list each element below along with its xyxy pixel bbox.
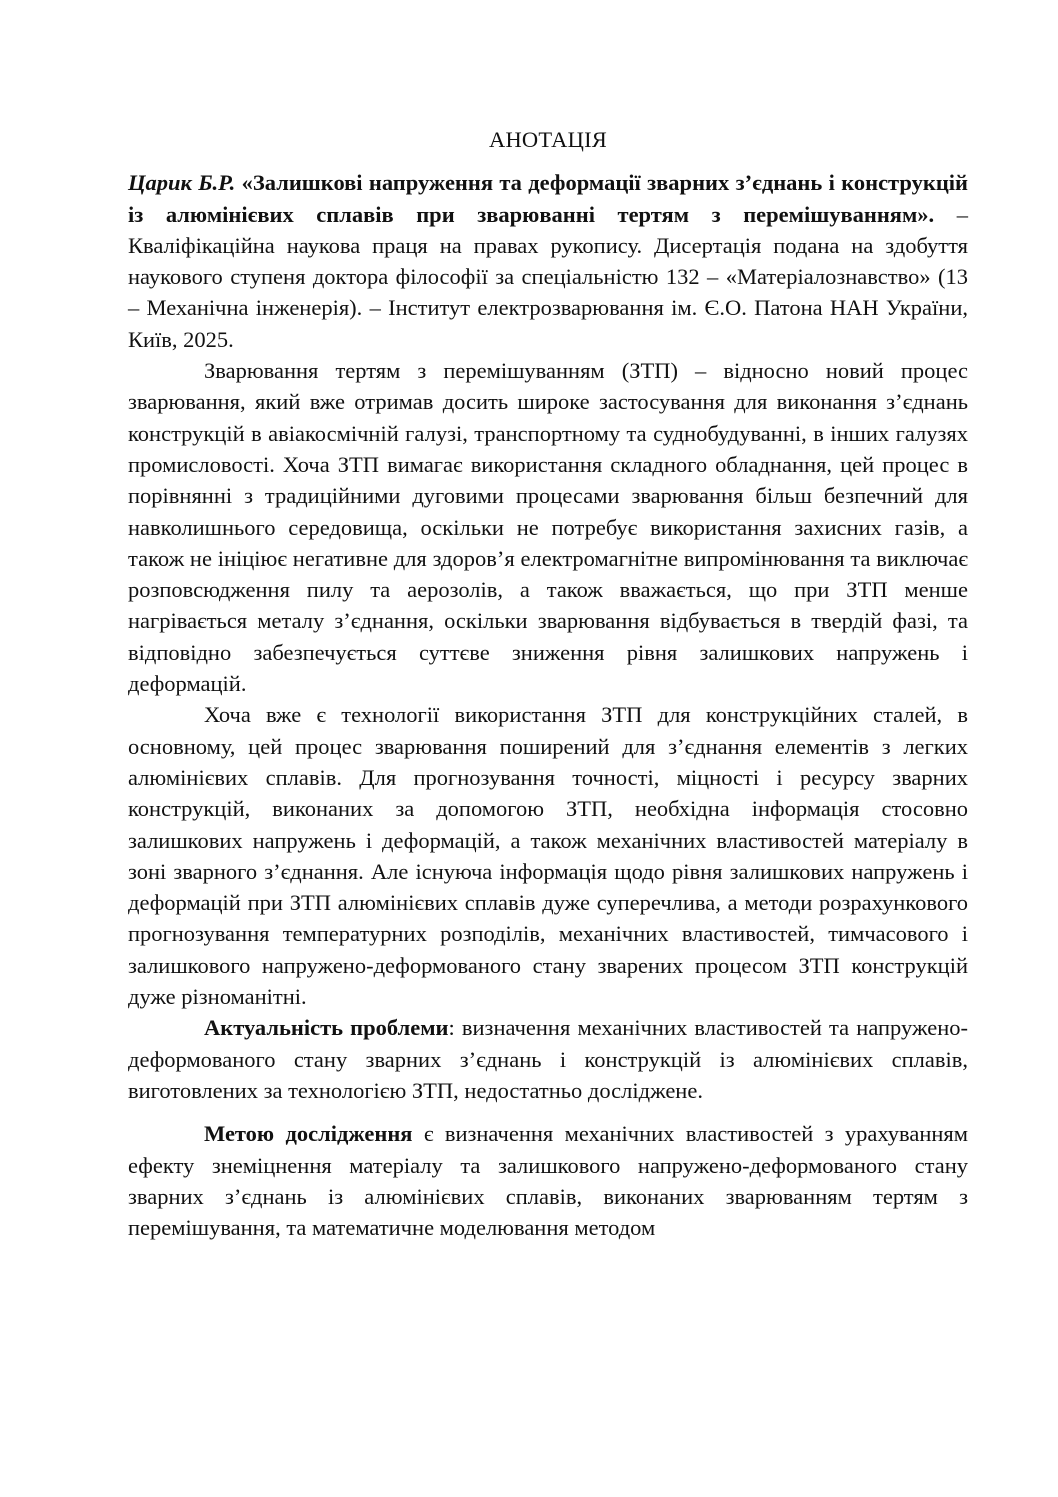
citation-details: – Кваліфікаційна наукова праця на правах рукопису. Дисертація подана на здобуття наукового ступеня доктора філософії за спеціальністю 132 – «Матеріалознавство» (13 – Механічна інженерія). – Інститут електрозварювання ім. Є.О. Патона НАН України, Київ, 2025. [128,201,969,352]
aim-text: є визначення механічних властивостей з урахуванням ефекту знеміцнення матеріалу та залишкового напружено-деформованого стану зварних з’єднань із алюмінієвих сплавів, виконаних зварюванням тертям з перемішування, та математичне моделювання методом [128,1121,968,1241]
aim-heading: Метою дослідження [204,1121,413,1147]
author-name: Царик Б.Р. [128,170,236,196]
body-paragraph-1: Зварювання тертям з перемішуванням (ЗТП) – відносно новий процес зварювання, який вже отримав досить широке застосування для виконання з’єднань конструкцій в авіакосмічній галузі, транспортному та суднобудуванні, в інших галузях промисловості. Хоча ЗТП вимагає використання складного обладнання, цей процес в порівнянні з традиційними дуговими процесами зварювання більш безпечний для навколишнього середовища, оскільки не потребує використання захисних газів, а також не ініціює негативне для здоров’я електромагнітне випромінювання та виключає розповсюдження пилу та аерозолів, а також вважається, що при ЗТП менше нагрівається металу з’єднання, оскільки зварювання відбувається в твердій фазі, та відповідно забезпечується суттєве зниження рівня залишкових напружень і деформацій. [128,358,968,697]
page-title: АНОТАЦІЯ [489,127,607,152]
aim-paragraph [128,1118,968,1243]
citation-paragraph [128,167,968,355]
body-paragraph-2: Хоча вже є технології використання ЗТП для конструкційних сталей, в основному, цей процес зварювання поширений для з’єднання елементів з легких алюмінієвих сплавів. Для прогнозування точності, міцності і ресурсу зварних конструкцій, виконаних за допомогою ЗТП, необхідна інформація стосовно залишкових напружень і деформацій, а також механічних властивостей матеріалу в зоні зварного з’єднання. Але існуюча інформація щодо рівня залишкових напружень і деформацій при ЗТП алюмінієвих сплавів дуже суперечлива, а методи розрахункового прогнозування температурних розподілів, механічних властивостей, тимчасового і залишкового напружено-деформованого стану зварених процесом ЗТП конструкцій дуже різноманітні. [128,702,968,1010]
relevance-text: : визначення механічних властивостей та напружено-деформованого стану зварних з’єднань і конструкцій із алюмінієвих сплавів, виготовлених за технологією ЗТП, недостатньо досліджене. [128,1015,968,1103]
relevance-heading: Актуальність проблеми [204,1015,449,1041]
relevance-paragraph [128,1012,968,1106]
work-title: «Залишкові напруження та деформації зварних з’єднань і конструкцій із алюмінієвих сплавів при зварюванні тертям з перемішуванням». [128,170,968,227]
